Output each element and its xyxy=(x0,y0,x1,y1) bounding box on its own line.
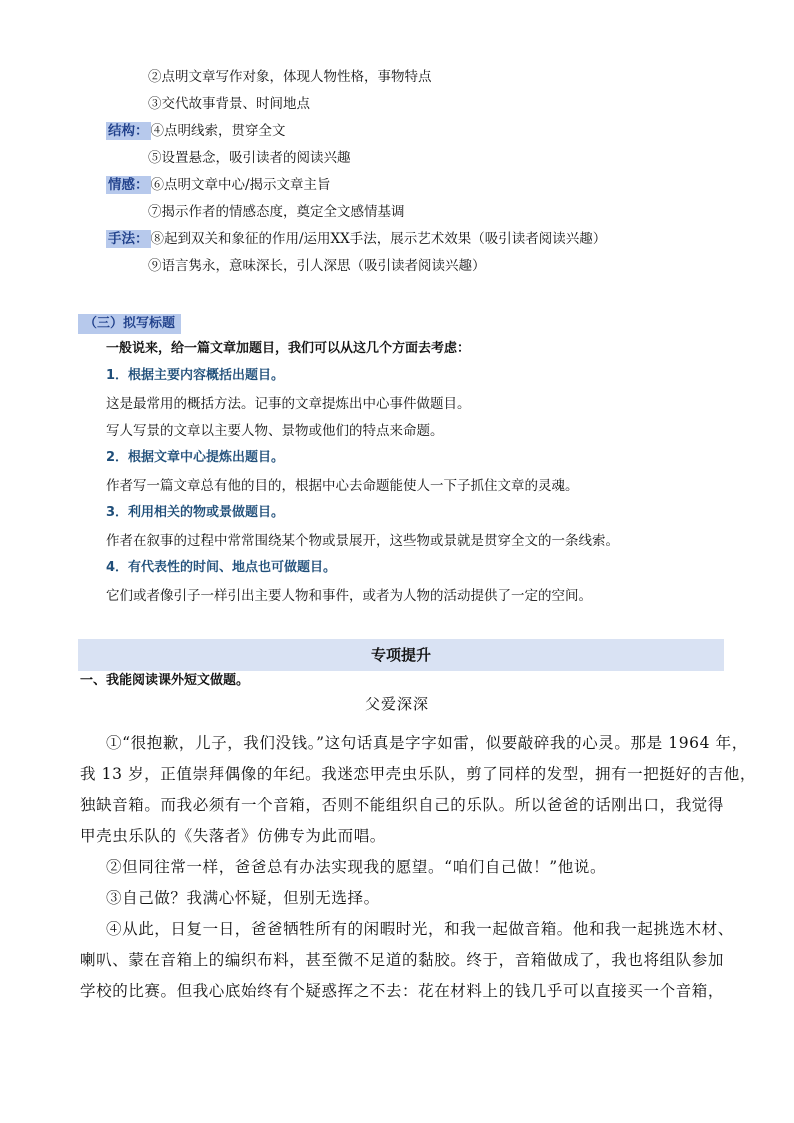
section-intro: 一般说来，给一篇文章加题目，我们可以从这几个方面去考虑： xyxy=(106,341,471,356)
method-4-text: 它们或者像引子一样引出主要人物和事件，或者为人物的活动提供了一定的空间。 xyxy=(106,588,592,604)
paragraph-4-line-2: 喇叭、蒙在音箱上的编织布料，甚至微不足道的黏胶。终于，音箱做成了，我也将组队参加 xyxy=(80,951,725,969)
paragraph-1-line-2: 我 13 岁，正值崇拜偶像的年纪。我迷恋甲壳虫乐队，剪了同样的发型，拥有一把挺好的吉他， xyxy=(80,765,756,783)
technique-row xyxy=(106,229,606,249)
emotion-label: 情感： xyxy=(108,177,149,193)
list-item-5: ⑤设置悬念，吸引读者的阅读兴趣 xyxy=(148,150,351,166)
paragraph-1-line-1: ①“很抱歉，儿子，我们没钱。”这句话真是字字如雷，似要敲碎我的心灵。那是 1964 年， xyxy=(106,734,748,752)
list-item-4: ④点明线索，贯穿全文 xyxy=(150,123,286,139)
list-item-2: ②点明文章写作对象，体现人物性格，事物特点 xyxy=(148,69,432,85)
method-1-text-2: 写人写景的文章以主要人物、景物或他们的特点来命题。 xyxy=(106,423,444,439)
list-item-8: ⑧起到双关和象征的作用/运用XX手法，展示艺术效果（吸引读者阅读兴趣） xyxy=(150,231,607,247)
list-item-9: ⑨语言隽永，意味深长，引人深思（吸引读者阅读兴趣） xyxy=(148,258,486,274)
technique-label: 手法： xyxy=(108,231,149,247)
paragraph-3: ③自己做？我满心怀疑，但别无选择。 xyxy=(106,889,380,907)
paragraph-1-line-4: 甲壳虫乐队的《失落者》仿佛专为此而唱。 xyxy=(80,827,386,845)
paragraph-4-line-1: ④从此，日复一日，爸爸牺牲所有的闲暇时光，和我一起做音箱。他和我一起挑选木材、 xyxy=(106,920,734,938)
list-item-7: ⑦揭示作者的情感态度，奠定全文感情基调 xyxy=(148,204,405,220)
method-1-title: 1．根据主要内容概括出题目。 xyxy=(106,368,285,383)
method-1-text-1: 这是最常用的概括方法。记事的文章提炼出中心事件做题目。 xyxy=(106,396,471,412)
method-4-title: 4．有代表性的时间、地点也可做题目。 xyxy=(106,560,337,575)
structure-label: 结构： xyxy=(108,123,149,139)
structure-row xyxy=(106,121,286,141)
emotion-row xyxy=(106,175,331,195)
practice-question: 一、我能阅读课外短文做题。 xyxy=(80,673,250,688)
practice-banner: 专项提升 xyxy=(78,639,724,671)
list-item-3: ③交代故事背景、时间地点 xyxy=(148,96,310,112)
method-2-text: 作者写一篇文章总有他的目的，根据中心去命题能使人一下子抓住文章的灵魂。 xyxy=(106,478,579,494)
section-heading: （三）拟写标题 xyxy=(78,314,181,334)
paragraph-1-line-3: 独缺音箱。而我必须有一个音箱，否则不能组织自己的乐队。所以爸爸的话刚出口，我觉得 xyxy=(80,796,725,814)
paragraph-2: ②但同往常一样，爸爸总有办法实现我的愿望。“咱们自己做！”他说。 xyxy=(106,858,607,876)
method-3-text: 作者在叙事的过程中常常围绕某个物或景展开，这些物或景就是贯穿全文的一条线索。 xyxy=(106,533,619,549)
paragraph-4-line-3: 学校的比赛。但我心底始终有个疑惑挥之不去：花在材料上的钱几乎可以直接买一个音箱， xyxy=(80,982,725,1000)
story-title: 父爱深深 xyxy=(364,695,429,713)
list-item-6: ⑥点明文章中心/揭示文章主旨 xyxy=(150,177,331,193)
method-2-title: 2．根据文章中心提炼出题目。 xyxy=(106,450,285,465)
method-3-title: 3．利用相关的物或景做题目。 xyxy=(106,505,285,520)
